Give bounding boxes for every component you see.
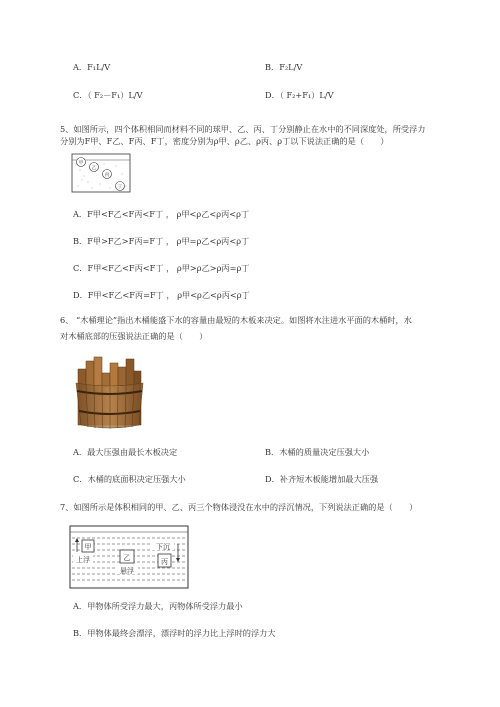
q5-ball-label-bing: 丙 xyxy=(104,173,110,178)
q6-option-b[interactable]: B．木桶的质量决定压强大小 xyxy=(265,447,370,457)
q5-ball-label-yi: 乙 xyxy=(91,166,97,171)
q7-option-b[interactable]: B．甲物体最终会漂浮，漂浮时的浮力比上浮时的浮力大 xyxy=(73,628,276,638)
q5-stem-line2: 分别为F甲、F乙、F丙、F丁，密度分别为ρ甲、ρ乙、ρ丙、ρ丁以下说法正确的是（ ） xyxy=(60,136,389,146)
q4-option-c[interactable]: C．（ F₂－F₁）L/V xyxy=(73,90,143,100)
q7-label-bing: 丙 xyxy=(161,558,168,566)
q7-option-a[interactable]: A．甲物体所受浮力最大，丙物体所受浮力最小 xyxy=(73,601,243,611)
q5-option-a[interactable]: A．F甲<F乙<F丙<F丁 ， ρ甲<ρ乙<ρ丙<ρ丁 xyxy=(73,209,250,219)
q5-ball-label-jia: 甲 xyxy=(78,161,84,166)
q5-option-d[interactable]: D．F甲<F乙<F丙=F丁 ， ρ甲<ρ乙<ρ丙<ρ丁 xyxy=(73,290,250,300)
q6-stem-line1: 6、 “木桶理论”指出木桶能盛下水的容量由最短的木板来决定。如图将水注进水平面的木桶时，水 xyxy=(60,315,412,325)
q5-balls-in-water-figure xyxy=(70,150,132,196)
q6-stem-line2: 对木桶底部的压强说法正确的是（ ） xyxy=(60,331,208,341)
q6-option-a[interactable]: A．最大压强由最长木板决定 xyxy=(73,447,178,457)
q6-wooden-bucket-figure xyxy=(72,355,148,430)
q5-option-b[interactable]: B．F甲>F乙>F丙=F丁 ， ρ甲=ρ乙<ρ丙<ρ丁 xyxy=(73,236,250,246)
q7-stem: 7、如图所示是体积相同的甲、乙、丙三个物体浸没在水中的浮沉情况，下列说法正确的是（ ） xyxy=(60,502,418,512)
q5-stem-line1: 5、如图所示，四个体积相同而材料不同的球甲、乙、丙、丁分别静止在水中的不同深度处，所受浮力 xyxy=(60,124,426,134)
q5-ball-label-ding: 丁 xyxy=(117,185,123,190)
q7-label-xuanfu: 悬浮 xyxy=(120,567,134,575)
q7-floating-objects-figure xyxy=(68,524,190,590)
q6-option-c[interactable]: C．木桶的底面积决定压强大小 xyxy=(73,474,186,484)
q4-option-d[interactable]: D．（ F₂+F₁）L/V xyxy=(265,90,334,100)
q7-label-shangfu: 上浮 xyxy=(76,556,90,564)
q4-option-b[interactable]: B．F₂L/V xyxy=(265,62,303,72)
q5-option-c[interactable]: C．F甲<F乙<F丙<F丁 ， ρ甲>ρ乙>ρ丙=ρ丁 xyxy=(73,263,250,273)
q7-label-yi: 乙 xyxy=(123,554,131,562)
q6-option-d[interactable]: D．补齐短木板能增加最大压强 xyxy=(265,474,379,484)
q7-label-xiachen: 下沉 xyxy=(156,543,170,551)
q7-label-jia: 甲 xyxy=(84,543,92,551)
q4-option-a[interactable]: A．F₁L/V xyxy=(73,62,111,72)
